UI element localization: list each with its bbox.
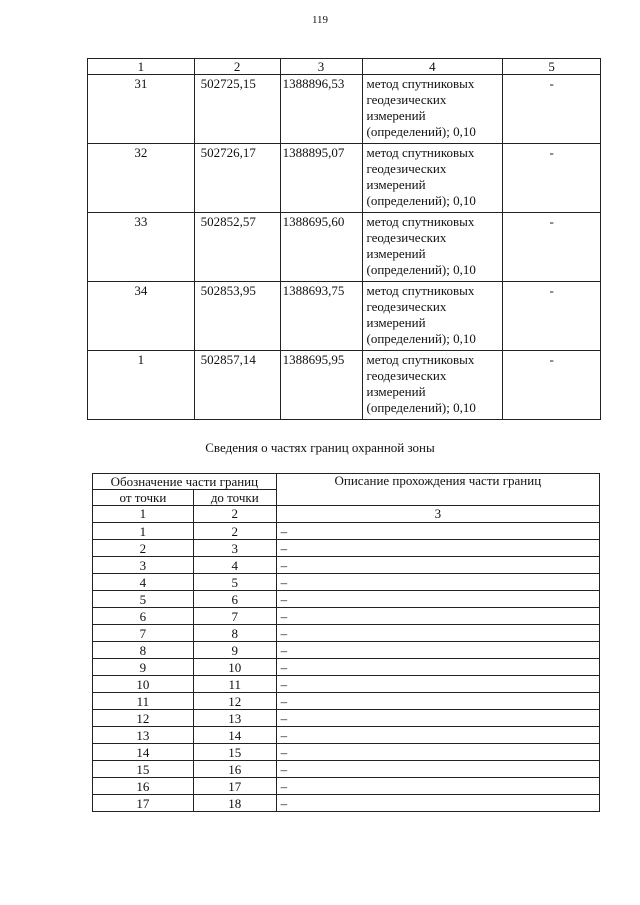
- column-number: 2: [193, 506, 276, 523]
- y-coordinate: 1388695,95: [280, 351, 362, 420]
- from-point: 12: [93, 710, 194, 727]
- column-header: 3: [280, 59, 362, 75]
- to-point: 9: [193, 642, 276, 659]
- boundary-part-row: [93, 659, 600, 676]
- boundary-part-row: [93, 557, 600, 574]
- point-number: 33: [88, 213, 195, 282]
- part-description: –: [276, 676, 599, 693]
- coordinate-row: [88, 75, 601, 144]
- parts-header-row: [93, 474, 600, 490]
- boundary-part-row: [93, 625, 600, 642]
- point-number: 1: [88, 351, 195, 420]
- boundary-part-row: [93, 540, 600, 557]
- to-point: 18: [193, 795, 276, 812]
- part-description: –: [276, 625, 599, 642]
- header-to-point: до точки: [193, 490, 276, 506]
- part-description: –: [276, 642, 599, 659]
- point-number: 31: [88, 75, 195, 144]
- from-point: 8: [93, 642, 194, 659]
- boundary-part-row: [93, 795, 600, 812]
- from-point: 5: [93, 591, 194, 608]
- from-point: 14: [93, 744, 194, 761]
- column-header: 2: [194, 59, 280, 75]
- boundary-part-row: [93, 744, 600, 761]
- boundary-part-row: [93, 608, 600, 625]
- to-point: 7: [193, 608, 276, 625]
- from-point: 4: [93, 574, 194, 591]
- boundary-part-row: [93, 591, 600, 608]
- from-point: 9: [93, 659, 194, 676]
- boundary-part-row: [93, 574, 600, 591]
- y-coordinate: 1388895,07: [280, 144, 362, 213]
- from-point: 1: [93, 523, 194, 540]
- to-point: 2: [193, 523, 276, 540]
- boundary-part-row: [93, 676, 600, 693]
- part-description: –: [276, 761, 599, 778]
- column-header: 5: [503, 59, 601, 75]
- column-number: 1: [93, 506, 194, 523]
- x-coordinate: 502857,14: [194, 351, 280, 420]
- method-accuracy: метод спутниковых геодезических измерений (определений); 0,10: [362, 351, 503, 420]
- part-description: –: [276, 778, 599, 795]
- part-description: –: [276, 540, 599, 557]
- from-point: 7: [93, 625, 194, 642]
- to-point: 5: [193, 574, 276, 591]
- to-point: 15: [193, 744, 276, 761]
- boundary-part-row: [93, 693, 600, 710]
- column-header: 1: [88, 59, 195, 75]
- from-point: 13: [93, 727, 194, 744]
- boundary-part-row: [93, 642, 600, 659]
- header-description: Описание прохождения части границ: [276, 474, 599, 506]
- part-description: –: [276, 744, 599, 761]
- method-accuracy: метод спутниковых геодезических измерений (определений); 0,10: [362, 75, 503, 144]
- part-description: –: [276, 608, 599, 625]
- to-point: 16: [193, 761, 276, 778]
- column-5-value: -: [503, 282, 601, 351]
- to-point: 4: [193, 557, 276, 574]
- header-boundary-designation: Обозначение части границ: [93, 474, 277, 490]
- to-point: 11: [193, 676, 276, 693]
- boundary-part-row: [93, 710, 600, 727]
- boundary-part-row: [93, 727, 600, 744]
- point-number: 32: [88, 144, 195, 213]
- to-point: 6: [193, 591, 276, 608]
- method-accuracy: метод спутниковых геодезических измерений (определений); 0,10: [362, 282, 503, 351]
- section-title: Сведения о частях границ охранной зоны: [205, 440, 435, 455]
- x-coordinate: 502726,17: [194, 144, 280, 213]
- to-point: 8: [193, 625, 276, 642]
- coordinate-row: [88, 144, 601, 213]
- coordinates-table: [87, 58, 601, 420]
- column-5-value: -: [503, 213, 601, 282]
- x-coordinate: 502852,57: [194, 213, 280, 282]
- part-description: –: [276, 557, 599, 574]
- from-point: 17: [93, 795, 194, 812]
- from-point: 3: [93, 557, 194, 574]
- part-description: –: [276, 523, 599, 540]
- to-point: 10: [193, 659, 276, 676]
- boundary-part-row: [93, 761, 600, 778]
- from-point: 2: [93, 540, 194, 557]
- from-point: 10: [93, 676, 194, 693]
- from-point: 16: [93, 778, 194, 795]
- coordinate-row: [88, 213, 601, 282]
- y-coordinate: 1388695,60: [280, 213, 362, 282]
- from-point: 6: [93, 608, 194, 625]
- y-coordinate: 1388896,53: [280, 75, 362, 144]
- column-number: 3: [276, 506, 599, 523]
- to-point: 17: [193, 778, 276, 795]
- to-point: 14: [193, 727, 276, 744]
- coordinates-header-row: [88, 59, 601, 75]
- method-accuracy: метод спутниковых геодезических измерений (определений); 0,10: [362, 213, 503, 282]
- to-point: 12: [193, 693, 276, 710]
- to-point: 13: [193, 710, 276, 727]
- parts-column-numbers-row: [93, 506, 600, 523]
- column-5-value: -: [503, 351, 601, 420]
- method-accuracy: метод спутниковых геодезических измерений (определений); 0,10: [362, 144, 503, 213]
- coordinate-row: [88, 351, 601, 420]
- point-number: 34: [88, 282, 195, 351]
- boundary-part-row: [93, 523, 600, 540]
- column-header: 4: [362, 59, 503, 75]
- coordinate-row: [88, 282, 601, 351]
- header-from-point: от точки: [93, 490, 194, 506]
- page-number: 119: [311, 14, 329, 26]
- column-5-value: -: [503, 144, 601, 213]
- x-coordinate: 502853,95: [194, 282, 280, 351]
- to-point: 3: [193, 540, 276, 557]
- part-description: –: [276, 727, 599, 744]
- boundary-parts-table: [92, 473, 600, 812]
- part-description: –: [276, 574, 599, 591]
- y-coordinate: 1388693,75: [280, 282, 362, 351]
- column-5-value: -: [503, 75, 601, 144]
- boundary-part-row: [93, 778, 600, 795]
- from-point: 11: [93, 693, 194, 710]
- part-description: –: [276, 693, 599, 710]
- part-description: –: [276, 659, 599, 676]
- part-description: –: [276, 795, 599, 812]
- part-description: –: [276, 591, 599, 608]
- from-point: 15: [93, 761, 194, 778]
- part-description: –: [276, 710, 599, 727]
- x-coordinate: 502725,15: [194, 75, 280, 144]
